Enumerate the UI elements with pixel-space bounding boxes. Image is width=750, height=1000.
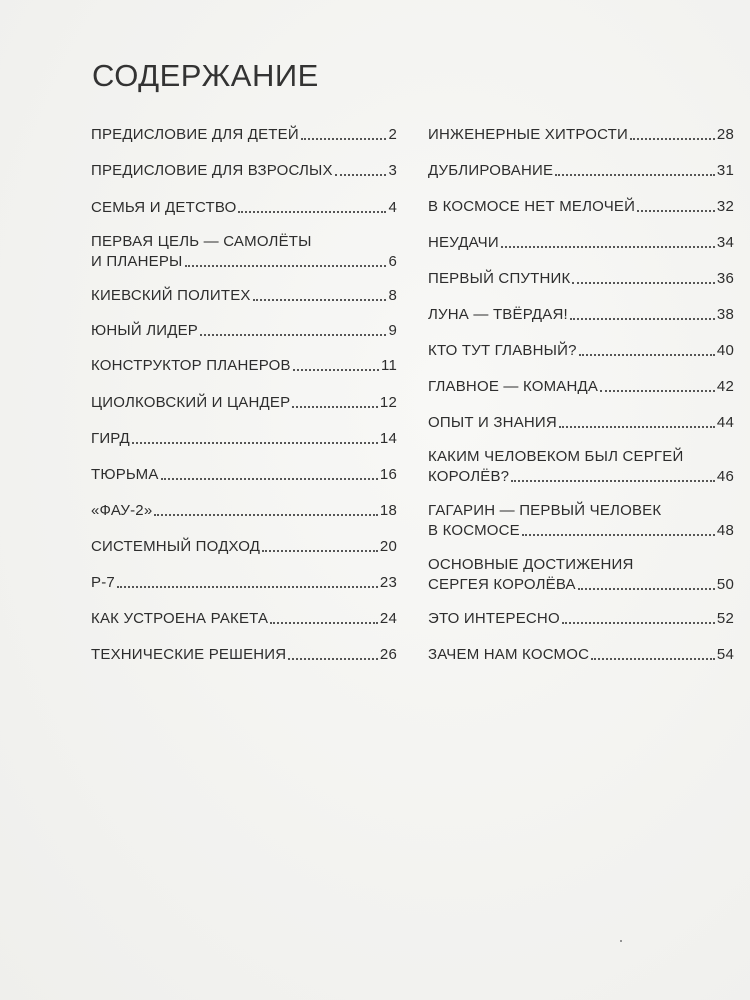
toc-entry-title: ЛУНА — ТВЁРДАЯ!	[428, 306, 568, 323]
toc-entry	[428, 125, 734, 145]
toc-entry-row	[428, 377, 734, 397]
toc-entry-row	[91, 429, 397, 449]
dot-leader	[200, 334, 386, 336]
toc-entry-title: ЗАЧЕМ НАМ КОСМОС	[428, 646, 590, 663]
toc-entry	[428, 501, 734, 541]
toc-entry-title-line: ПЕРВАЯ ЦЕЛЬ — САМОЛЁТЫ	[91, 233, 312, 250]
toc-entry	[91, 609, 397, 629]
toc-entry-title: И ПЛАНЕРЫ	[91, 253, 183, 270]
toc-entry-row	[91, 161, 397, 181]
toc-page-number: 36	[716, 270, 734, 287]
toc-entry-title: ЦИОЛКОВСКИЙ И ЦАНДЕР	[91, 394, 291, 411]
toc-entry-row	[428, 575, 734, 595]
dot-leader	[501, 246, 715, 248]
dot-leader	[132, 442, 378, 444]
dot-leader	[511, 480, 715, 482]
toc-entry	[91, 125, 397, 145]
toc-entry-row	[428, 521, 734, 541]
toc-entry-row	[428, 269, 734, 289]
toc-entry-title-line: ОСНОВНЫЕ ДОСТИЖЕНИЯ	[428, 556, 634, 573]
dot-leader	[579, 354, 715, 356]
toc-entry	[428, 305, 734, 325]
dot-leader	[630, 138, 715, 140]
toc-page-number: 28	[716, 126, 734, 143]
toc-entry-row	[91, 321, 397, 341]
toc-entry	[428, 447, 734, 487]
toc-entry-title: ГЛАВНОЕ — КОМАНДА	[428, 378, 599, 395]
dot-leader	[559, 426, 715, 428]
toc-entry-title: ТЮРЬМА	[91, 466, 159, 483]
toc-entry-row	[91, 573, 397, 593]
toc-entry-row	[91, 645, 397, 665]
toc-entry-title: ОПЫТ И ЗНАНИЯ	[428, 414, 557, 431]
toc-page-number: 44	[716, 414, 734, 431]
dot-leader	[572, 282, 714, 284]
toc-entry-title: ТЕХНИЧЕСКИЕ РЕШЕНИЯ	[91, 646, 287, 663]
toc-entry-title: КАК УСТРОЕНА РАКЕТА	[91, 610, 269, 627]
toc-entry	[428, 269, 734, 289]
toc-entry	[428, 197, 734, 217]
toc-page-number: 20	[379, 538, 397, 555]
toc-entry	[428, 609, 734, 629]
toc-page-number: 14	[379, 430, 397, 447]
dot-leader	[562, 622, 715, 624]
toc-entry-row	[428, 197, 734, 217]
toc-entry-title: ПРЕДИСЛОВИЕ ДЛЯ ВЗРОСЛЫХ	[91, 162, 333, 179]
dot-leader	[238, 211, 386, 213]
toc-entry-row	[428, 125, 734, 145]
toc-entry-title: ДУБЛИРОВАНИЕ	[428, 162, 554, 179]
toc-entry-row	[91, 252, 397, 272]
toc-entry-row	[428, 467, 734, 487]
toc-page-number: 6	[388, 253, 397, 270]
toc-entry-title: КОНСТРУКТОР ПЛАНЕРОВ	[91, 357, 291, 374]
toc-entry	[91, 232, 397, 272]
dot-leader	[301, 138, 387, 140]
toc-page-number: 8	[388, 287, 397, 304]
toc-entry-row	[91, 286, 397, 306]
toc-entry-title-line: КАКИМ ЧЕЛОВЕКОМ БЫЛ СЕРГЕЙ	[428, 448, 684, 465]
toc-entry-title: В КОСМОСЕ НЕТ МЕЛОЧЕЙ	[428, 198, 636, 215]
toc-entry-row	[428, 341, 734, 361]
toc-entry-title: КТО ТУТ ГЛАВНЫЙ?	[428, 342, 577, 359]
dot-leader	[578, 588, 715, 590]
toc-entry-row	[91, 393, 397, 413]
toc-entry-row	[428, 305, 734, 325]
toc-entry	[91, 393, 397, 413]
toc-entry	[91, 645, 397, 665]
dot-leader	[570, 318, 715, 320]
dot-leader	[154, 514, 378, 516]
toc-entry-row	[91, 125, 397, 145]
toc-entry-row	[91, 501, 397, 521]
toc-page-number: 42	[716, 378, 734, 395]
toc-entry	[428, 161, 734, 181]
toc-page-number: 12	[379, 394, 397, 411]
toc-page-number: 11	[381, 357, 397, 374]
toc-page-number: 4	[388, 199, 397, 216]
toc-entry-row	[91, 609, 397, 629]
toc-entry-title: СЕРГЕЯ КОРОЛЁВА	[428, 576, 576, 593]
dot-leader	[591, 658, 715, 660]
toc-page-number: 34	[716, 234, 734, 251]
toc-entry-title: Р-7	[91, 574, 115, 591]
toc-entry-title: ЮНЫЙ ЛИДЕР	[91, 322, 199, 339]
toc-page-number: 38	[716, 306, 734, 323]
toc-page-number: 50	[716, 576, 734, 593]
toc-entry-title: ГИРД	[91, 430, 130, 447]
toc-entry-title: ПЕРВЫЙ СПУТНИК	[428, 270, 571, 287]
toc-page-number: 40	[716, 342, 734, 359]
page-title: СОДЕРЖАНИЕ	[92, 58, 319, 93]
toc-entry-title: ЭТО ИНТЕРЕСНО	[428, 610, 560, 627]
toc-page-number: 2	[388, 126, 397, 143]
dot-leader	[288, 658, 378, 660]
toc-page-number: 16	[379, 466, 397, 483]
toc-entry-title-line: ГАГАРИН — ПЕРВЫЙ ЧЕЛОВЕК	[428, 502, 662, 519]
toc-entry	[91, 321, 397, 341]
toc-entry-row	[428, 161, 734, 181]
toc-entry	[91, 161, 397, 181]
toc-page-number: 32	[716, 198, 734, 215]
dot-leader	[522, 534, 715, 536]
toc-entry	[91, 198, 397, 218]
toc-entry-title: СЕМЬЯ И ДЕТСТВО	[91, 199, 237, 216]
toc-page-number: 31	[716, 162, 734, 179]
dot-leader	[555, 174, 715, 176]
toc-page-number: 54	[716, 646, 734, 663]
toc-entry-title: «ФАУ-2»	[91, 502, 153, 519]
dot-leader	[270, 622, 378, 624]
toc-entry-row	[91, 198, 397, 218]
toc-entry	[91, 501, 397, 521]
toc-entry	[91, 465, 397, 485]
toc-entry	[428, 413, 734, 433]
toc-entry-title: КИЕВСКИЙ ПОЛИТЕХ	[91, 287, 251, 304]
toc-entry-title: ПРЕДИСЛОВИЕ ДЛЯ ДЕТЕЙ	[91, 126, 299, 143]
dot-leader	[161, 478, 378, 480]
toc-entry	[428, 645, 734, 665]
dot-leader	[117, 586, 378, 588]
toc-entry	[428, 341, 734, 361]
toc-page-number: 52	[716, 610, 734, 627]
toc-page-number: 18	[379, 502, 397, 519]
toc-entry	[91, 537, 397, 557]
paper-speck	[620, 940, 622, 942]
dot-leader	[600, 390, 715, 392]
toc-entry-row	[428, 609, 734, 629]
toc-entry	[91, 429, 397, 449]
toc-page-number: 48	[716, 522, 734, 539]
toc-page-number: 24	[379, 610, 397, 627]
toc-page-number: 46	[716, 468, 734, 485]
dot-leader	[292, 406, 378, 408]
dot-leader	[185, 265, 387, 267]
toc-page-number: 9	[388, 322, 397, 339]
toc-page-number: 3	[388, 162, 397, 179]
toc-entry	[91, 573, 397, 593]
toc-entry-row	[91, 465, 397, 485]
dot-leader	[637, 210, 715, 212]
toc-entry	[428, 377, 734, 397]
dot-leader	[293, 369, 379, 371]
dot-leader	[262, 550, 378, 552]
toc-entry-title: В КОСМОСЕ	[428, 522, 520, 539]
toc-entry	[428, 555, 734, 595]
toc-entry-row	[428, 645, 734, 665]
toc-page-number: 23	[379, 574, 397, 591]
toc-entry	[91, 286, 397, 306]
toc-entry-title: ИНЖЕНЕРНЫЕ ХИТРОСТИ	[428, 126, 628, 143]
toc-page-number: 26	[379, 646, 397, 663]
toc-entry-title: СИСТЕМНЫЙ ПОДХОД	[91, 538, 261, 555]
toc-entry-row	[428, 233, 734, 253]
toc-entry-title: НЕУДАЧИ	[428, 234, 499, 251]
toc-entry-row	[91, 356, 397, 376]
toc-entry	[428, 233, 734, 253]
toc-entry	[91, 356, 397, 376]
toc-entry-row	[91, 537, 397, 557]
dot-leader	[253, 299, 387, 301]
dot-leader	[335, 174, 387, 176]
toc-entry-title: КОРОЛЁВ?	[428, 468, 510, 485]
toc-entry-row	[428, 413, 734, 433]
